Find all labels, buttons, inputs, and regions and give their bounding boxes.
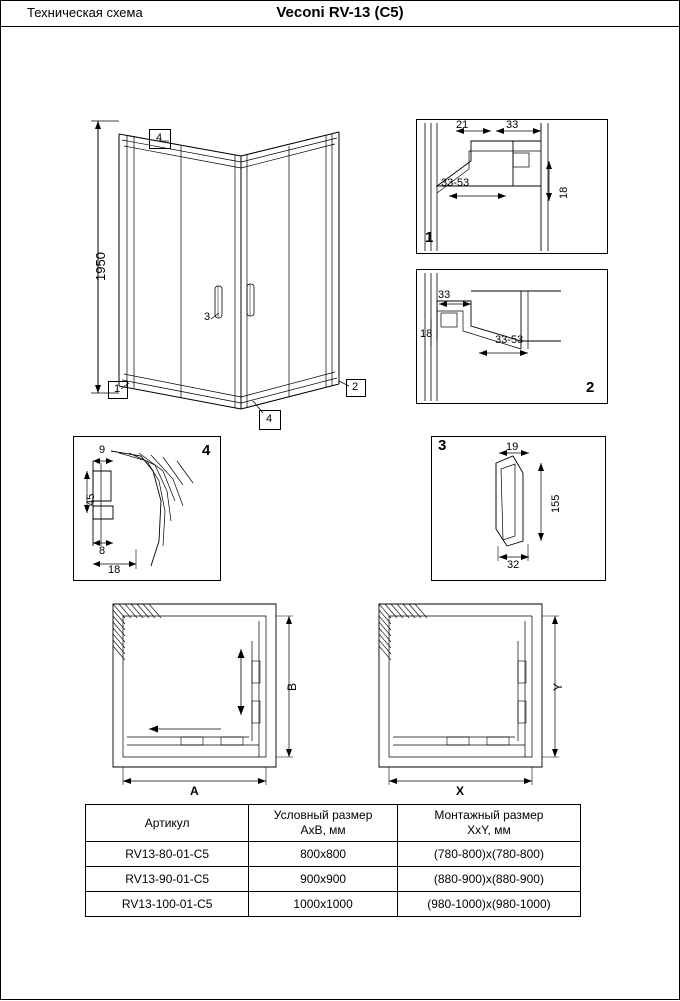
page-title: Veconi RV-13 (C5) — [276, 4, 404, 21]
table-cell-nominal: 900x900 — [249, 867, 398, 892]
table-header-row — [86, 805, 581, 842]
table-cell-mount: (980-1000)x(980-1000) — [397, 892, 580, 917]
table-cell-article: RV13-90-01-C5 — [86, 867, 249, 892]
table-cell-article: RV13-80-01-C5 — [86, 842, 249, 867]
table-cell-mount: (880-900)x(880-900) — [397, 867, 580, 892]
specification-table — [85, 804, 581, 917]
callout-2-label: 2 — [352, 381, 359, 393]
detail-2-dim-33: 33 — [438, 289, 451, 301]
table-row — [86, 892, 581, 917]
table-header-nominal-line2: AxB, мм — [300, 823, 346, 837]
table-header-article — [86, 805, 249, 842]
detail-2-dim-18: 18 — [420, 328, 433, 340]
detail-2-number: 2 — [586, 379, 595, 396]
detail-1-dim-33: 33 — [506, 119, 519, 131]
table-cell-article: RV13-100-01-C5 — [86, 892, 249, 917]
callout-4-bottom-label: 4 — [266, 413, 273, 425]
plan-left-dim-a: A — [190, 784, 199, 798]
detail-3-dim-19: 19 — [506, 441, 519, 453]
table-header-mount — [397, 805, 580, 842]
detail-4-dim-18: 18 — [108, 564, 121, 576]
table-header-nominal-line1: Условный размер — [273, 808, 373, 822]
main-height-dimension: 1950 — [93, 252, 108, 281]
detail-4-dim-45: 45 — [85, 493, 97, 506]
detail-4-dim-9: 9 — [99, 444, 106, 456]
callout-3-label: 3 — [204, 311, 211, 323]
table-row — [86, 842, 581, 867]
detail-4-dim-8: 8 — [99, 545, 106, 557]
header-left-label: Техническая схема — [27, 5, 143, 20]
table-header-nominal — [249, 805, 398, 842]
callout-1-label: 1 — [114, 383, 121, 395]
table-row — [86, 867, 581, 892]
table-header-article-line1: Артикул — [144, 815, 190, 830]
plan-left-dim-b: B — [285, 682, 299, 691]
plan-right-dim-x: X — [456, 784, 465, 798]
detail-1-dim-18: 18 — [558, 186, 570, 199]
plan-right-dim-y: Y — [551, 682, 565, 691]
detail-3-dim-155: 155 — [550, 494, 562, 513]
detail-3-number: 3 — [438, 437, 447, 454]
detail-3-dim-32: 32 — [507, 559, 520, 571]
table-header-mount-line1: Монтажный размер — [434, 808, 544, 822]
callout-4-top-label: 4 — [156, 132, 163, 144]
detail-1-number: 1 — [425, 229, 434, 246]
detail-1-dim-33-53: 33-53 — [441, 177, 470, 189]
table-header-mount-line2: XxY, мм — [467, 823, 511, 837]
table-cell-mount: (780-800)x(780-800) — [397, 842, 580, 867]
table-cell-nominal: 1000x1000 — [249, 892, 398, 917]
table-cell-nominal: 800x800 — [249, 842, 398, 867]
detail-2-dim-33-53: 33-53 — [495, 334, 524, 346]
detail-4-number: 4 — [202, 442, 211, 459]
detail-1-dim-21: 21 — [456, 119, 469, 131]
